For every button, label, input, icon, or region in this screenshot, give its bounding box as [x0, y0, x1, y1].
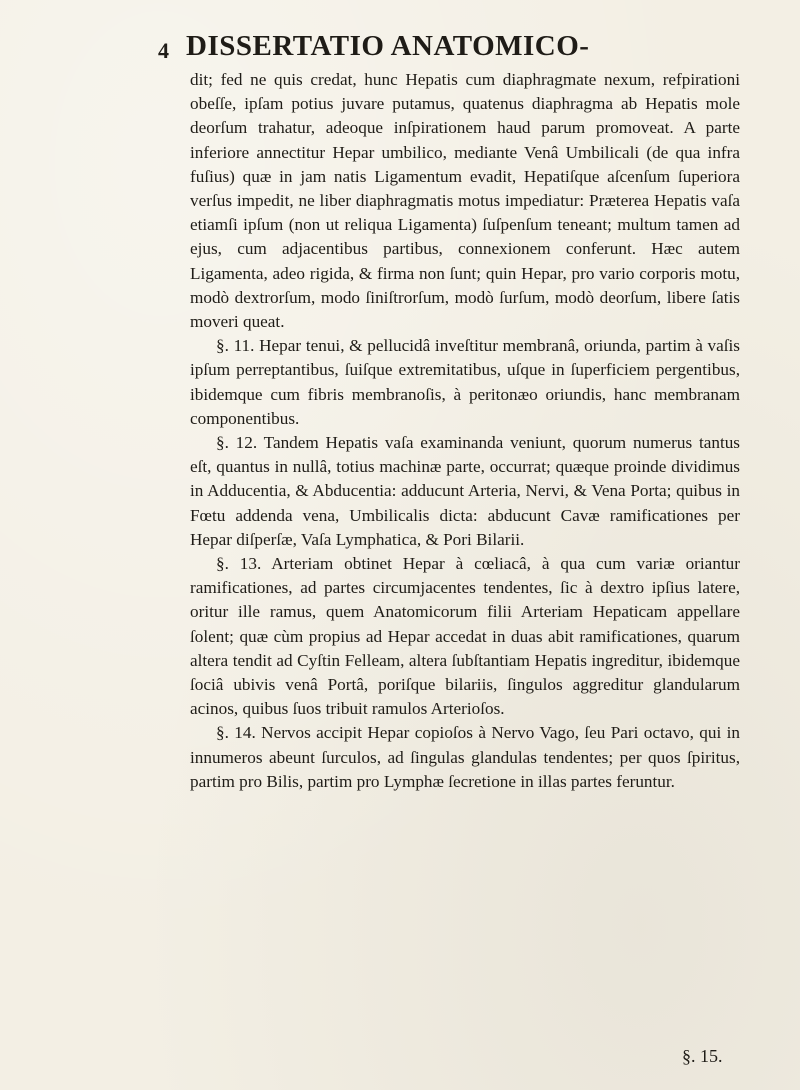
section-label: §. 14.: [216, 723, 256, 743]
paragraph-section-12: [190, 431, 740, 552]
paragraph-text: Arteriam obtinet Hepar à cœliacâ, à qua cum variæ oriantur ramificationes, ad partes circumjacentes tendentes, ſic à dextro ipſius latere, oritur ille ramus, quem Anatomicorum filii Arteriam Hepaticam appellare ſolent; quæ cùm propius ad Hepar accedat in duas abit ramificationes, quarum altera tendit ad Cyſtin Felleam, altera ſubſtantiam Hepatis ingreditur, ibidemque ſociâ ubivis venâ Portâ, poriſque bilariis, ſingulos aggreditur glandularum acinos, quibus ſuos tribuit ramulos Arterioſos.: [190, 554, 740, 719]
section-label: §. 13.: [216, 554, 262, 574]
paragraph-continuation: [190, 68, 740, 334]
page-header: [158, 30, 758, 70]
paragraph-section-11: [190, 334, 740, 431]
paragraph-section-14: [190, 721, 740, 794]
section-label: §. 11.: [216, 336, 255, 356]
page-number: 4: [158, 38, 169, 63]
catchword: §. 15.: [682, 1046, 723, 1066]
paragraph-text: Hepar tenui, & pellucidâ inveſtitur membranâ, oriunda, partim à vaſis ipſum perreptantibus, ſuiſque extremitatibus, uſque in ſuperficiem pergentibus, ibidemque cum fibris membranoſis, à peritonæo oriundis, hanc membranam componentibus.: [190, 336, 741, 428]
body-text: [190, 68, 740, 1048]
running-title: DISSERTATIO ANATOMICO-: [186, 30, 590, 62]
paragraph-text: dit; fed ne quis credat, hunc Hepatis cum diaphragmate nexum, refpirationi obeſſe, ipſam potius juvare putamus, quatenus diaphragma ab Hepatis mole deorſum trahatur, adeoque inſpirationem haud parum promoveat. A parte inferiore annectitur Hepar umbilico, mediante Venâ Umbilicali (de qua infra fuſius) quæ in jam natis Ligamentum evadit, Hepatiſque aſcenſum ſuperiora verſus impedit, ne liber diaphragmatis motus impediatur: Præterea Hepatis vaſa etiamſi ipſum (non ut reliqua Ligamenta) ſuſpenſum teneant; multum tamen ad ejus, cum adjacentibus partibus, connexionem conferunt. Hæc autem Ligamenta, adeo rigida, & firma non ſunt; quin Hepar, pro vario corporis motu, modò dextrorſum, modo ſiniſtrorſum, modò ſurſum, modò deorſum, libere ſatis moveri queat.: [190, 70, 740, 332]
paragraph-text: Nervos accipit Hepar copioſos à Nervo Vago, ſeu Pari octavo, qui in innumeros abeunt ſurculos, ad ſingulas glandulas tendentes; per quos ſpiritus, partim pro Bilis, partim pro Lymphæ ſecretione in illas partes feruntur.: [190, 723, 741, 791]
paragraph-section-13: [190, 552, 740, 721]
section-label: §. 12.: [216, 433, 258, 453]
paragraph-text: Tandem Hepatis vaſa examinanda veniunt, quorum numerus tantus eſt, quantus in nullâ, totius machinæ parte, occurrat; quæque proinde dividimus in Adducentia, & Abducentia: adducunt Arteria, Nervi, & Vena Porta; quibus in Fœtu addenda vena, Umbilicalis dicta: abducunt Cavæ ramificationes per Hepar diſperſæ, Vaſa Lymphatica, & Pori Bilarii.: [190, 433, 741, 549]
